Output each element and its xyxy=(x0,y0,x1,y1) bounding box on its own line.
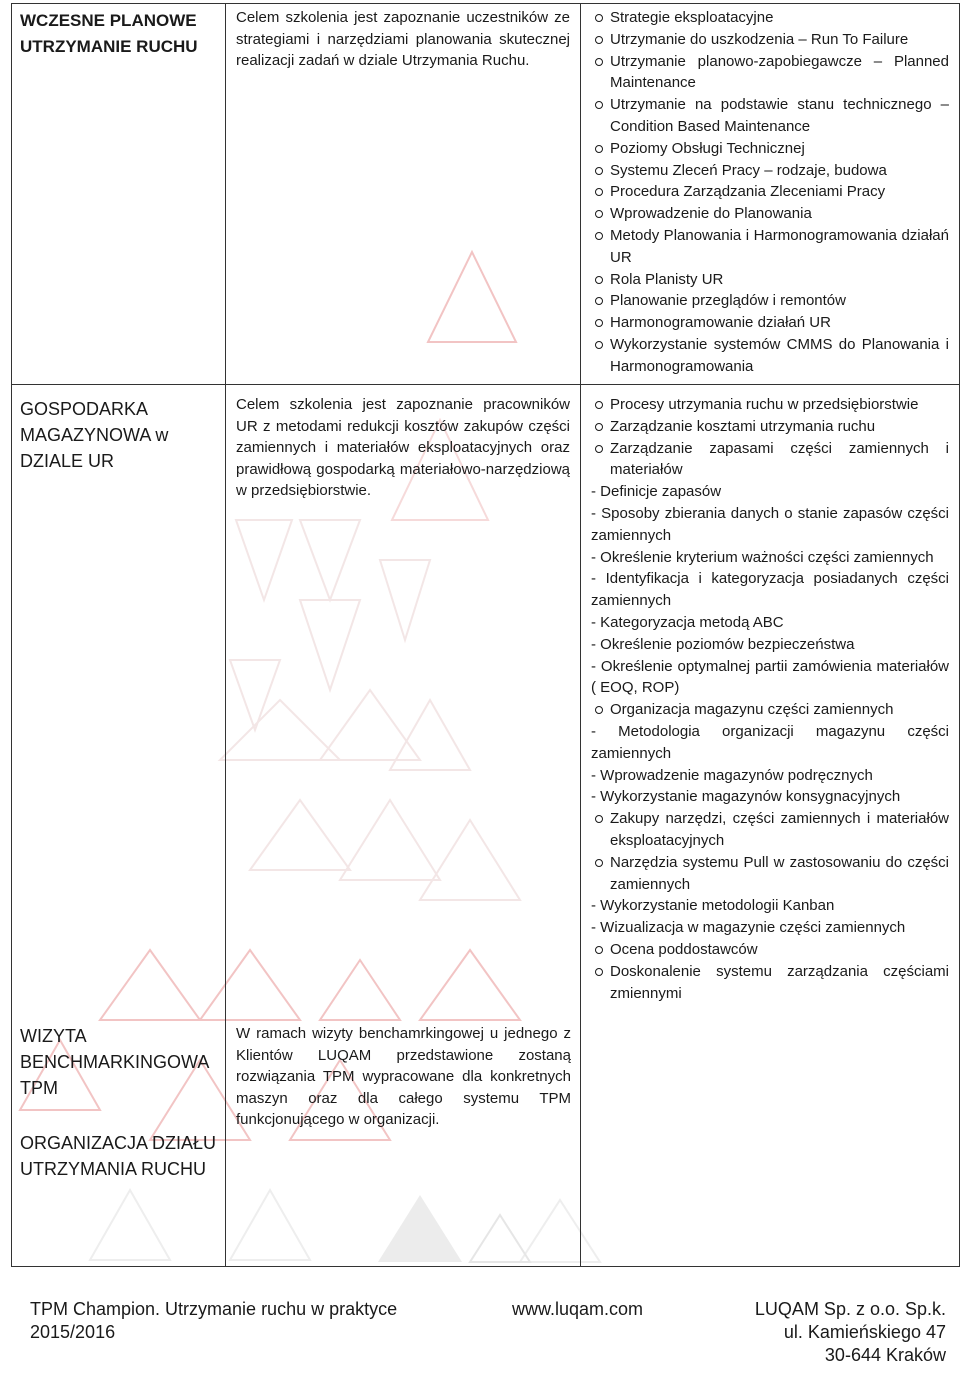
description-cell xyxy=(226,385,581,1267)
table-row xyxy=(12,385,960,1267)
list-item: Utrzymanie planowo-zapobiegawcze – Planned Maintenance xyxy=(591,51,949,95)
list-item: Utrzymanie do uszkodzenia – Run To Failure xyxy=(591,29,949,51)
list-item: - Określenie optymalnej partii zamówienia materiałów ( EOQ, ROP) xyxy=(591,657,949,697)
program-year: 2015/2016 xyxy=(30,1322,116,1342)
list-item: Wprowadzenie do Planowania xyxy=(591,203,949,225)
list-item: Procedura Zarządzania Zleceniami Pracy xyxy=(591,181,949,203)
list-item: Zakupy narzędzi, części zamiennych i materiałów eksploatacyjnych xyxy=(591,808,949,852)
description-text: Celem szkolenia jest zapoznanie pracowników UR z metodami redukcji kosztów zakupów części zamiennych i materiałów eksploatacyjnych oraz prawidłową gospodarką materiałowo-narzędziową w przedsiębiorstwie. xyxy=(236,396,570,499)
training-table xyxy=(11,3,960,1267)
company-street: ul. Kamieńskiego 47 xyxy=(783,1322,946,1342)
list-item: Rola Planisty UR xyxy=(591,269,949,291)
list-item: - Kategoryzacja metodą ABC xyxy=(591,613,784,631)
list-item: - Sposoby zbierania danych o stanie zapasów części zamiennych xyxy=(591,504,949,544)
list-item: - Wizualizacja w magazynie części zamiennych xyxy=(591,919,906,937)
footer-left xyxy=(30,1298,397,1344)
list-item: - Wykorzystanie magazynów konsygnacyjnych xyxy=(591,788,901,806)
company-name: LUQAM Sp. z o.o. Sp.k. xyxy=(754,1299,946,1319)
footer-company xyxy=(755,1298,946,1367)
category-cell xyxy=(12,4,226,385)
list-item: Poziomy Obsługi Technicznej xyxy=(591,138,949,160)
category-title: ORGANIZACJA DZIAŁU UTRZYMANIA RUCHU xyxy=(20,1133,217,1179)
list-item: Harmonogramowanie działań UR xyxy=(591,312,949,334)
list-item: - Definicje zapasów xyxy=(591,483,722,501)
list-item: Zarządzanie zapasami części zamiennych i materiałów xyxy=(591,438,949,482)
description-cell xyxy=(226,4,581,385)
list-item: Utrzymanie na podstawie stanu technicznego – Condition Based Maintenance xyxy=(591,94,949,138)
program-title: TPM Champion. Utrzymanie ruchu w praktyce xyxy=(30,1299,398,1319)
footer-website-link[interactable]: www.luqam.com xyxy=(512,1299,644,1319)
list-item: Procesy utrzymania ruchu w przedsiębiorstwie xyxy=(591,394,949,416)
list-item: - Identyfikacja i kategoryzacja posiadanych części zamiennych xyxy=(591,570,949,610)
list-item: - Wykorzystanie metodologii Kanban xyxy=(591,897,835,915)
page-footer xyxy=(0,1298,960,1378)
table-row xyxy=(12,4,960,385)
category-title: WIZYTA BENCHMARKINGOWA TPM xyxy=(20,1026,209,1098)
description-text: W ramach wizyty benchamrkingowej u jednego z Klientów LUQAM przedstawione zostaną rozwiązania TPM wypracowane dla konkretnych maszyn oraz dla całego systemu TPM funkcjonującego w organizacji. xyxy=(236,1025,571,1128)
list-item: Ocena poddostawców xyxy=(591,939,949,961)
category-title: WCZESNE PLANOWE UTRZYMANIE RUCHU xyxy=(20,11,198,56)
list-item: Doskonalenie systemu zarządzania częściami zmiennymi xyxy=(591,961,949,1005)
description-text: Celem szkolenia jest zapoznanie uczestników ze strategiami i narzędziami planowania skutecznej realizacji zadań w dziale Utrzymania Ruchu. xyxy=(236,9,570,69)
category-title: GOSPODARKA MAGAZYNOWA w DZIALE UR xyxy=(20,399,169,471)
list-item: Planowanie przeglądów i remontów xyxy=(591,290,949,312)
topics-list xyxy=(581,4,959,382)
list-item: - Wprowadzenie magazynów podręcznych xyxy=(591,766,873,784)
list-item: Metody Planowania i Harmonogramowania działań UR xyxy=(591,225,949,269)
list-item: - Określenie poziomów bezpieczeństwa xyxy=(591,635,855,653)
list-item: Systemu Zleceń Pracy – rodzaje, budowa xyxy=(591,160,949,182)
category-cell xyxy=(12,385,226,1267)
list-item: - Metodologia organizacji magazynu części zamiennych xyxy=(591,722,949,762)
list-item: Narzędzia systemu Pull w zastosowaniu do części zamiennych xyxy=(591,852,949,896)
list-item: Organizacja magazynu części zamiennych xyxy=(591,699,949,721)
topics-list xyxy=(581,385,959,1008)
list-item: Wykorzystanie systemów CMMS do Planowania i Harmonogramowania xyxy=(591,334,949,378)
list-item: - Określenie kryterium ważności części zamiennych xyxy=(591,548,934,566)
topics-cell xyxy=(581,4,960,385)
list-item: Zarządzanie kosztami utrzymania ruchu xyxy=(591,416,949,438)
company-city: 30-644 Kraków xyxy=(824,1345,946,1365)
topics-cell xyxy=(581,385,960,1267)
list-item: Strategie eksploatacyjne xyxy=(591,7,949,29)
